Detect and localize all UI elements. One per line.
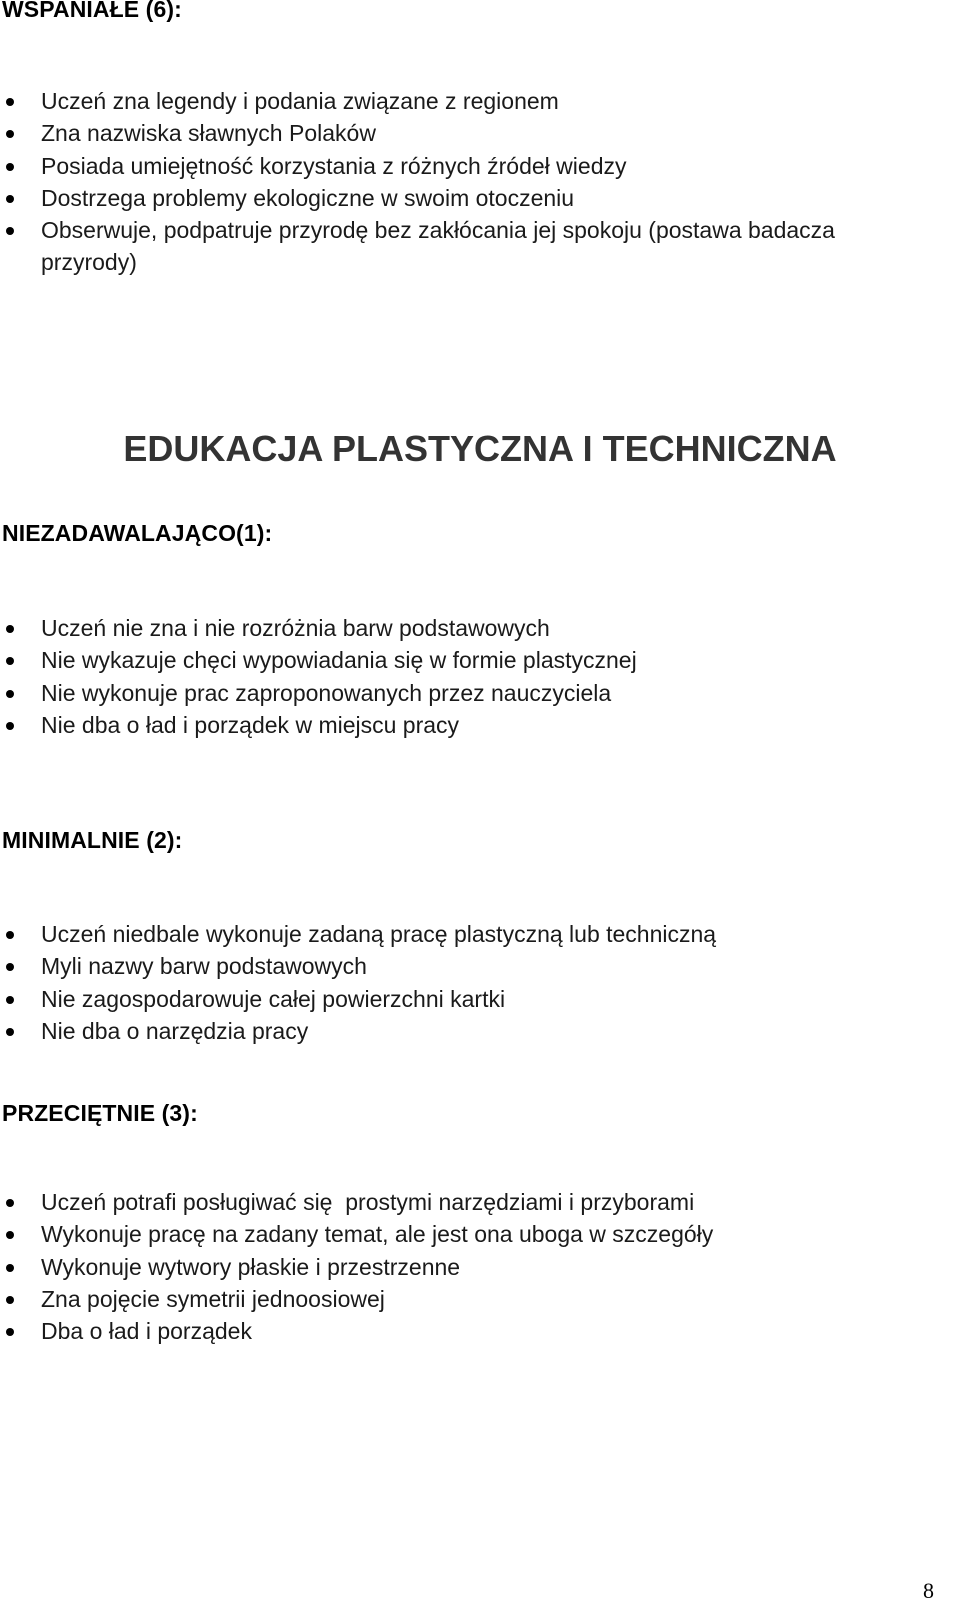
page-number: 8 [923,1578,934,1603]
list-przecietnie [0,1186,960,1347]
list-item-text: Posiada umiejętność korzystania z różnych źródeł wiedzy [41,152,627,179]
bullet-icon [6,227,14,235]
list-item [0,85,960,117]
list-item [0,677,960,709]
list-minimalnie [0,918,960,1047]
list-item [0,644,960,676]
bullet-icon [6,195,14,203]
bullet-icon [6,722,14,730]
list-item-text: Obserwuje, podpatruje przyrodę bez zakłócania jej spokoju (postawa badacza przyrody) [41,217,835,276]
list-item [0,1251,960,1283]
bullet-icon [6,931,14,939]
bullet-icon [6,996,14,1004]
list-item-text: Nie dba o narzędzia pracy [41,1017,309,1044]
bullet-icon [6,163,14,171]
list-item [0,1283,960,1315]
bullet-icon [6,1296,14,1304]
list-item-text: Myli nazwy barw podstawowych [41,953,367,980]
list-item [0,1315,960,1347]
bullet-icon [6,1231,14,1239]
list-item-text: Uczeń nie zna i nie rozróżnia barw podstawowych [41,615,550,641]
list-item-text: Nie wykazuje chęci wypowiadania się w formie plastycznej [41,647,637,674]
bullet-icon [6,625,14,633]
bullet-icon [6,130,14,138]
list-item [0,117,960,149]
list-item-text: Wykonuje wytwory płaskie i przestrzenne [41,1253,461,1280]
list-item [0,150,960,182]
list-item [0,1218,960,1250]
list-item-text: Dba o ład i porządek [41,1318,252,1345]
list-item-text: Nie zagospodarowuje całej powierzchni kartki [41,985,506,1012]
list-item-text: Wykonuje pracę na zadany temat, ale jest ona uboga w szczegóły [41,1221,714,1248]
list-item [0,918,960,950]
page-title: EDUKACJA PLASTYCZNA I TECHNICZNA [123,428,837,469]
bullet-icon [6,1328,14,1336]
list-item-text: Uczeń potrafi posługiwać się prostymi narzędziami i przyborami [41,1189,695,1215]
section-heading-przecietnie: PRZECIĘTNIE (3): [2,1100,198,1126]
section-heading-minimalnie: MINIMALNIE (2): [2,827,183,853]
bullet-icon [6,1264,14,1272]
bullet-icon [6,1199,14,1207]
section-heading-wspaniale: WSPANIAŁE (6): [2,0,182,22]
bullet-icon [6,98,14,106]
list-wspaniale [0,85,960,279]
list-item [0,950,960,982]
list-item [0,182,960,214]
list-item [0,1015,960,1047]
section-heading-niezadawalajaco: NIEZADAWALAJĄCO(1): [2,520,273,546]
list-item-text: Uczeń niedbale wykonuje zadaną pracę plastyczną lub techniczną [41,921,717,947]
list-niezadawalajaco [0,612,960,741]
list-item [0,709,960,741]
list-item-text: Dostrzega problemy ekologiczne w swoim otoczeniu [41,184,575,211]
bullet-icon [6,963,14,971]
list-item [0,214,960,279]
list-item-text: Zna nazwiska sławnych Polaków [41,120,376,147]
list-item [0,983,960,1015]
bullet-icon [6,657,14,665]
bullet-icon [6,690,14,698]
list-item-text: Nie dba o ład i porządek w miejscu pracy [41,711,460,738]
list-item [0,1186,960,1218]
list-item [0,612,960,644]
list-item-text: Zna pojęcie symetrii jednoosiowej [41,1285,385,1312]
list-item-text: Uczeń zna legendy i podania związane z regionem [41,88,559,114]
list-item-text: Nie wykonuje prac zaproponowanych przez nauczyciela [41,679,612,706]
bullet-icon [6,1028,14,1036]
